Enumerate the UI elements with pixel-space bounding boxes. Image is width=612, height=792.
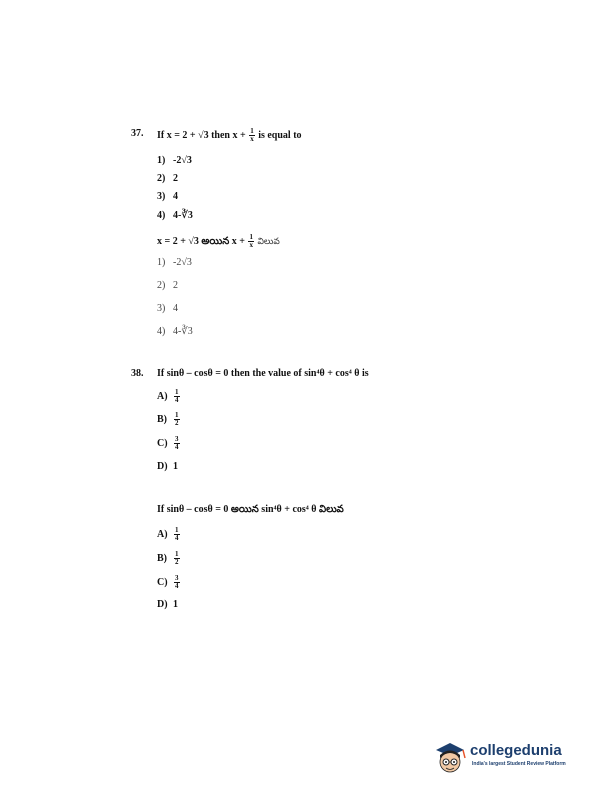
option-fraction — [174, 551, 180, 566]
option-text: 2 — [173, 173, 178, 184]
option-text: 4 — [173, 303, 178, 314]
option-text: 4-∛3 — [173, 210, 193, 221]
option-fraction — [174, 436, 180, 451]
stem-suffix: is equal to — [258, 129, 302, 141]
fraction-numerator: 1 — [175, 550, 179, 558]
fraction — [248, 234, 254, 249]
option-line — [157, 303, 178, 314]
fraction-denominator: x — [250, 135, 254, 143]
option-label: 1) — [157, 257, 166, 268]
option-label: 2) — [157, 280, 166, 291]
option-line — [157, 412, 181, 427]
option-label: C) — [157, 576, 168, 588]
option-line — [157, 599, 178, 610]
option-line — [157, 173, 178, 184]
option-text: 1 — [173, 599, 178, 610]
question-stem — [157, 128, 302, 143]
question-number: 37. — [131, 128, 144, 139]
fraction-numerator: 1 — [175, 526, 179, 534]
option-line — [157, 326, 193, 337]
collegedunia-logo — [432, 738, 592, 782]
option-line — [157, 575, 181, 590]
option-label: 3) — [157, 303, 166, 314]
option-line — [157, 257, 192, 268]
option-text: 1 — [173, 461, 178, 472]
fraction-numerator: 1 — [175, 411, 179, 419]
option-line — [157, 461, 178, 472]
option-line — [157, 210, 193, 221]
stem-prefix: If x = 2 + √3 then x + — [157, 129, 246, 141]
option-fraction — [174, 527, 180, 542]
question-stem: If sinθ – cosθ = 0 then the value of sin⁴θ + cos⁴ θ is — [157, 368, 369, 379]
option-line — [157, 551, 181, 566]
option-fraction — [174, 575, 180, 590]
option-text: -2√3 — [173, 257, 192, 268]
brand-name: collegedunia — [470, 742, 562, 759]
option-line — [157, 280, 178, 291]
fraction-denominator: 4 — [175, 534, 179, 542]
brand-tagline: India's largest Student Review Platform — [472, 761, 566, 767]
option-line — [157, 389, 181, 404]
option-text: -2√3 — [173, 155, 192, 166]
option-label: 4) — [157, 210, 166, 221]
option-label: D) — [157, 599, 168, 610]
option-label: 1) — [157, 155, 166, 166]
fraction-denominator: 2 — [175, 419, 179, 427]
fraction-numerator: 1 — [250, 127, 254, 135]
option-label: 3) — [157, 191, 166, 202]
question-stem-telugu: If sinθ – cosθ = 0 అయిన sin⁴θ + cos⁴ θ విలువ — [157, 504, 344, 515]
option-text: 2 — [173, 280, 178, 291]
option-label: 4) — [157, 326, 166, 337]
fraction-denominator: 2 — [175, 558, 179, 566]
option-text: 4 — [173, 191, 178, 202]
option-label: 2) — [157, 173, 166, 184]
option-text: 4-∛3 — [173, 326, 193, 337]
option-label: C) — [157, 437, 168, 449]
fraction — [249, 128, 255, 143]
option-label: A) — [157, 390, 168, 402]
option-label: B) — [157, 552, 167, 564]
option-label: A) — [157, 528, 168, 540]
fraction-numerator: 3 — [175, 435, 179, 443]
fraction-numerator: 3 — [175, 574, 179, 582]
option-fraction — [174, 389, 180, 404]
option-line — [157, 155, 192, 166]
fraction-denominator: x — [249, 241, 253, 249]
option-label: B) — [157, 413, 167, 425]
fraction-denominator: 4 — [175, 443, 179, 451]
fraction-numerator: 1 — [175, 388, 179, 396]
option-line — [157, 436, 181, 451]
question-number: 38. — [131, 368, 144, 379]
option-line — [157, 191, 178, 202]
option-fraction — [174, 412, 180, 427]
fraction-denominator: 4 — [175, 582, 179, 590]
question-stem-telugu — [157, 234, 280, 249]
option-label: D) — [157, 461, 168, 472]
fraction-numerator: 1 — [249, 233, 253, 241]
fraction-denominator: 4 — [175, 396, 179, 404]
student-mascot-icon — [432, 740, 468, 778]
stem-suffix: విలువ — [257, 236, 280, 247]
stem-prefix: x = 2 + √3 అయిన x + — [157, 235, 245, 247]
option-line — [157, 527, 181, 542]
